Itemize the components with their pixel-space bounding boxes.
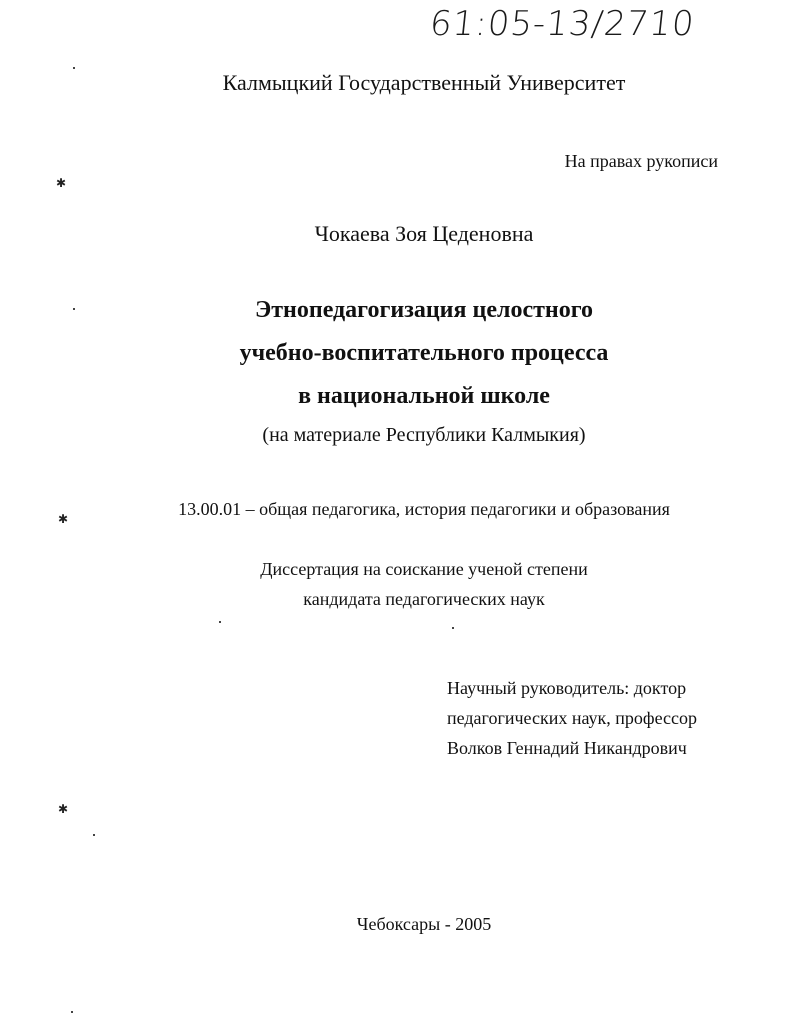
title-line-2: учебно-воспитательного процесса [239, 340, 609, 366]
advisor-line-1: Научный руководитель: доктор [447, 678, 687, 698]
archive-code-handwritten: 61:05-13/2710 [427, 4, 697, 44]
title-line-1: Этнопедагогизация целостного [254, 297, 594, 323]
scan-speck [71, 1011, 73, 1013]
scan-speck [73, 67, 75, 69]
binding-mark-icon: ✱ [58, 512, 69, 526]
binding-mark-icon: ✱ [56, 176, 67, 190]
advisor-line-3: Волков Геннадий Никандрович [447, 738, 687, 758]
specialty-code: 13.00.01 – общая педагогика, история педагогики и образования [178, 499, 670, 519]
degree-line-2: кандидата педагогических наук [303, 589, 545, 609]
manuscript-rights-note: На правах рукописи [564, 151, 718, 171]
scan-speck [93, 834, 95, 836]
title-subtitle: (на материале Республики Калмыкия) [262, 424, 586, 446]
scan-speck [73, 308, 75, 310]
university-name: Калмыцкий Государственный Университет [222, 70, 626, 95]
city-and-year: Чебоксары - 2005 [356, 914, 492, 934]
scan-speck [452, 627, 454, 629]
author-name: Чокаева Зоя Цеденовна [314, 221, 534, 246]
binding-mark-icon: ✱ [58, 802, 69, 816]
degree-line-1: Диссертация на соискание ученой степени [260, 559, 588, 579]
scan-speck [219, 621, 221, 623]
advisor-line-2: педагогических наук, профессор [447, 708, 698, 728]
title-line-3: в национальной школе [298, 383, 550, 409]
